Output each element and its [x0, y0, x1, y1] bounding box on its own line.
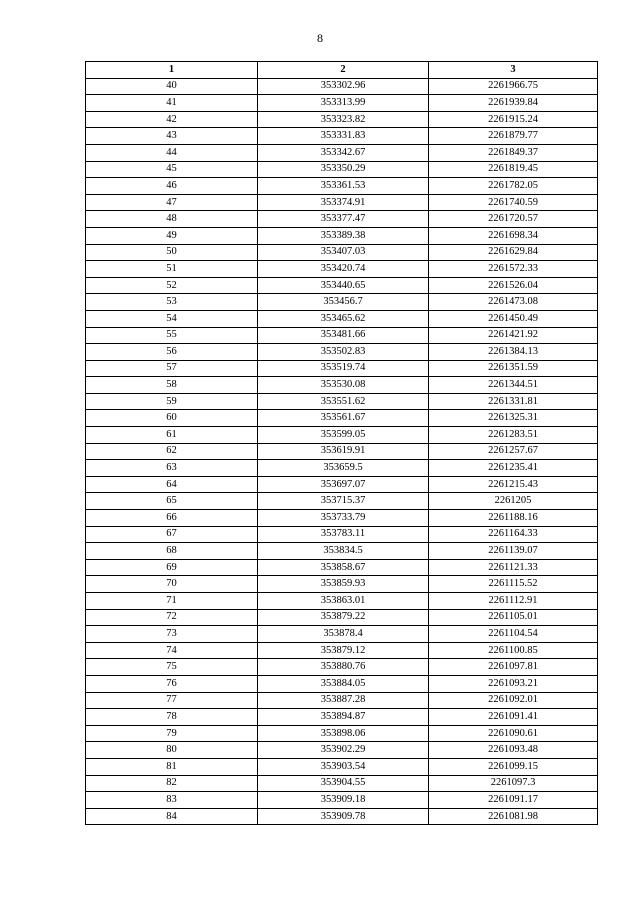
- x-coordinate-cell: 353903.54: [258, 758, 429, 775]
- point-number-cell: 67: [86, 526, 258, 543]
- x-coordinate-cell: 353407.03: [258, 244, 429, 261]
- y-coordinate-cell: 2261257.67: [429, 443, 598, 460]
- table-row: [86, 377, 598, 394]
- y-coordinate-cell: 2261344.51: [429, 377, 598, 394]
- y-coordinate-cell: 2261099.15: [429, 758, 598, 775]
- table-row: [86, 310, 598, 327]
- x-coordinate-cell: 353302.96: [258, 78, 429, 95]
- table-row: [86, 128, 598, 145]
- table-row: [86, 543, 598, 560]
- point-number-cell: 52: [86, 277, 258, 294]
- table-row: [86, 344, 598, 361]
- x-coordinate-cell: 353502.83: [258, 344, 429, 361]
- table-row: [86, 227, 598, 244]
- point-number-cell: 66: [86, 510, 258, 527]
- y-coordinate-cell: 2261105.01: [429, 609, 598, 626]
- point-number-cell: 60: [86, 410, 258, 427]
- table-row: [86, 211, 598, 228]
- x-coordinate-cell: 353894.87: [258, 709, 429, 726]
- y-coordinate-cell: 2261112.91: [429, 593, 598, 610]
- x-coordinate-cell: 353599.05: [258, 427, 429, 444]
- table-row: [86, 427, 598, 444]
- x-coordinate-cell: 353561.67: [258, 410, 429, 427]
- y-coordinate-cell: 2261091.41: [429, 709, 598, 726]
- y-coordinate-cell: 2261325.31: [429, 410, 598, 427]
- column-header-2: 2: [258, 62, 429, 79]
- table-row: [86, 692, 598, 709]
- point-number-cell: 73: [86, 626, 258, 643]
- x-coordinate-cell: 353898.06: [258, 725, 429, 742]
- table-body: [86, 78, 598, 825]
- y-coordinate-cell: 2261093.48: [429, 742, 598, 759]
- table-row: [86, 261, 598, 278]
- point-number-cell: 51: [86, 261, 258, 278]
- x-coordinate-cell: 353465.62: [258, 310, 429, 327]
- y-coordinate-cell: 2261384.13: [429, 344, 598, 361]
- y-coordinate-cell: 2261097.3: [429, 775, 598, 792]
- point-number-cell: 68: [86, 543, 258, 560]
- x-coordinate-cell: 353880.76: [258, 659, 429, 676]
- y-coordinate-cell: 2261215.43: [429, 476, 598, 493]
- y-coordinate-cell: 2261473.08: [429, 294, 598, 311]
- x-coordinate-cell: 353361.53: [258, 178, 429, 195]
- x-coordinate-cell: 353879.12: [258, 642, 429, 659]
- table-row: [86, 393, 598, 410]
- x-coordinate-cell: 353323.82: [258, 111, 429, 128]
- y-coordinate-cell: 2261351.59: [429, 360, 598, 377]
- x-coordinate-cell: 353530.08: [258, 377, 429, 394]
- point-number-cell: 45: [86, 161, 258, 178]
- x-coordinate-cell: 353884.05: [258, 675, 429, 692]
- point-number-cell: 59: [86, 393, 258, 410]
- table-row: [86, 144, 598, 161]
- table-row: [86, 659, 598, 676]
- y-coordinate-cell: 2261939.84: [429, 95, 598, 112]
- y-coordinate-cell: 2261164.33: [429, 526, 598, 543]
- table-row: [86, 559, 598, 576]
- table-row: [86, 609, 598, 626]
- point-number-cell: 61: [86, 427, 258, 444]
- x-coordinate-cell: 353420.74: [258, 261, 429, 278]
- table-row: [86, 410, 598, 427]
- x-coordinate-cell: 353659.5: [258, 460, 429, 477]
- x-coordinate-cell: 353519.74: [258, 360, 429, 377]
- x-coordinate-cell: 353887.28: [258, 692, 429, 709]
- point-number-cell: 49: [86, 227, 258, 244]
- y-coordinate-cell: 2261849.37: [429, 144, 598, 161]
- point-number-cell: 82: [86, 775, 258, 792]
- point-number-cell: 44: [86, 144, 258, 161]
- column-header-3: 3: [429, 62, 598, 79]
- point-number-cell: 53: [86, 294, 258, 311]
- y-coordinate-cell: 2261740.59: [429, 194, 598, 211]
- point-number-cell: 50: [86, 244, 258, 261]
- table-row: [86, 808, 598, 825]
- table-row: [86, 294, 598, 311]
- table-row: [86, 194, 598, 211]
- point-number-cell: 72: [86, 609, 258, 626]
- coordinates-table: [85, 61, 598, 825]
- y-coordinate-cell: 2261450.49: [429, 310, 598, 327]
- table-row: [86, 460, 598, 477]
- y-coordinate-cell: 2261091.17: [429, 792, 598, 809]
- x-coordinate-cell: 353879.22: [258, 609, 429, 626]
- table-row: [86, 95, 598, 112]
- table-row: [86, 642, 598, 659]
- x-coordinate-cell: 353456.7: [258, 294, 429, 311]
- x-coordinate-cell: 353715.37: [258, 493, 429, 510]
- x-coordinate-cell: 353389.38: [258, 227, 429, 244]
- table-row: [86, 327, 598, 344]
- y-coordinate-cell: 2261100.85: [429, 642, 598, 659]
- table-row: [86, 277, 598, 294]
- x-coordinate-cell: 353783.11: [258, 526, 429, 543]
- y-coordinate-cell: 2261698.34: [429, 227, 598, 244]
- table-row: [86, 576, 598, 593]
- point-number-cell: 83: [86, 792, 258, 809]
- table-row: [86, 792, 598, 809]
- point-number-cell: 54: [86, 310, 258, 327]
- y-coordinate-cell: 2261526.04: [429, 277, 598, 294]
- table-row: [86, 593, 598, 610]
- y-coordinate-cell: 2261421.92: [429, 327, 598, 344]
- x-coordinate-cell: 353342.67: [258, 144, 429, 161]
- table-header-row: [86, 62, 598, 79]
- y-coordinate-cell: 2261879.77: [429, 128, 598, 145]
- x-coordinate-cell: 353733.79: [258, 510, 429, 527]
- x-coordinate-cell: 353878.4: [258, 626, 429, 643]
- point-number-cell: 48: [86, 211, 258, 228]
- y-coordinate-cell: 2261915.24: [429, 111, 598, 128]
- point-number-cell: 75: [86, 659, 258, 676]
- point-number-cell: 84: [86, 808, 258, 825]
- table-row: [86, 178, 598, 195]
- point-number-cell: 58: [86, 377, 258, 394]
- x-coordinate-cell: 353313.99: [258, 95, 429, 112]
- x-coordinate-cell: 353440.65: [258, 277, 429, 294]
- point-number-cell: 40: [86, 78, 258, 95]
- point-number-cell: 77: [86, 692, 258, 709]
- y-coordinate-cell: 2261090.61: [429, 725, 598, 742]
- x-coordinate-cell: 353909.78: [258, 808, 429, 825]
- x-coordinate-cell: 353834.5: [258, 543, 429, 560]
- x-coordinate-cell: 353377.47: [258, 211, 429, 228]
- table-row: [86, 78, 598, 95]
- table-row: [86, 161, 598, 178]
- point-number-cell: 76: [86, 675, 258, 692]
- point-number-cell: 74: [86, 642, 258, 659]
- y-coordinate-cell: 2261205: [429, 493, 598, 510]
- y-coordinate-cell: 2261121.33: [429, 559, 598, 576]
- x-coordinate-cell: 353904.55: [258, 775, 429, 792]
- point-number-cell: 47: [86, 194, 258, 211]
- point-number-cell: 71: [86, 593, 258, 610]
- x-coordinate-cell: 353481.66: [258, 327, 429, 344]
- x-coordinate-cell: 353859.93: [258, 576, 429, 593]
- table-row: [86, 360, 598, 377]
- y-coordinate-cell: 2261139.07: [429, 543, 598, 560]
- point-number-cell: 65: [86, 493, 258, 510]
- y-coordinate-cell: 2261629.84: [429, 244, 598, 261]
- table-row: [86, 493, 598, 510]
- point-number-cell: 81: [86, 758, 258, 775]
- point-number-cell: 78: [86, 709, 258, 726]
- table-row: [86, 775, 598, 792]
- y-coordinate-cell: 2261331.81: [429, 393, 598, 410]
- point-number-cell: 69: [86, 559, 258, 576]
- x-coordinate-cell: 353909.18: [258, 792, 429, 809]
- x-coordinate-cell: 353619.91: [258, 443, 429, 460]
- y-coordinate-cell: 2261720.57: [429, 211, 598, 228]
- y-coordinate-cell: 2261966.75: [429, 78, 598, 95]
- x-coordinate-cell: 353858.67: [258, 559, 429, 576]
- point-number-cell: 63: [86, 460, 258, 477]
- point-number-cell: 64: [86, 476, 258, 493]
- x-coordinate-cell: 353551.62: [258, 393, 429, 410]
- y-coordinate-cell: 2261093.21: [429, 675, 598, 692]
- point-number-cell: 80: [86, 742, 258, 759]
- table-row: [86, 111, 598, 128]
- y-coordinate-cell: 2261104.54: [429, 626, 598, 643]
- point-number-cell: 41: [86, 95, 258, 112]
- x-coordinate-cell: 353374.91: [258, 194, 429, 211]
- point-number-cell: 43: [86, 128, 258, 145]
- point-number-cell: 79: [86, 725, 258, 742]
- table-row: [86, 742, 598, 759]
- y-coordinate-cell: 2261283.51: [429, 427, 598, 444]
- y-coordinate-cell: 2261782.05: [429, 178, 598, 195]
- table-row: [86, 476, 598, 493]
- point-number-cell: 56: [86, 344, 258, 361]
- point-number-cell: 62: [86, 443, 258, 460]
- point-number-cell: 46: [86, 178, 258, 195]
- y-coordinate-cell: 2261097.81: [429, 659, 598, 676]
- y-coordinate-cell: 2261081.98: [429, 808, 598, 825]
- y-coordinate-cell: 2261235.41: [429, 460, 598, 477]
- y-coordinate-cell: 2261819.45: [429, 161, 598, 178]
- table-row: [86, 443, 598, 460]
- y-coordinate-cell: 2261092.01: [429, 692, 598, 709]
- x-coordinate-cell: 353697.07: [258, 476, 429, 493]
- page-number: 8: [317, 31, 323, 45]
- table-row: [86, 725, 598, 742]
- column-header-1: 1: [86, 62, 258, 79]
- table-row: [86, 675, 598, 692]
- table-row: [86, 526, 598, 543]
- x-coordinate-cell: 353350.29: [258, 161, 429, 178]
- y-coordinate-cell: 2261115.52: [429, 576, 598, 593]
- table-row: [86, 510, 598, 527]
- table-row: [86, 758, 598, 775]
- x-coordinate-cell: 353863.01: [258, 593, 429, 610]
- x-coordinate-cell: 353331.83: [258, 128, 429, 145]
- y-coordinate-cell: 2261572.33: [429, 261, 598, 278]
- point-number-cell: 57: [86, 360, 258, 377]
- table-row: [86, 709, 598, 726]
- table-row: [86, 244, 598, 261]
- point-number-cell: 70: [86, 576, 258, 593]
- y-coordinate-cell: 2261188.16: [429, 510, 598, 527]
- x-coordinate-cell: 353902.29: [258, 742, 429, 759]
- point-number-cell: 55: [86, 327, 258, 344]
- point-number-cell: 42: [86, 111, 258, 128]
- table-row: [86, 626, 598, 643]
